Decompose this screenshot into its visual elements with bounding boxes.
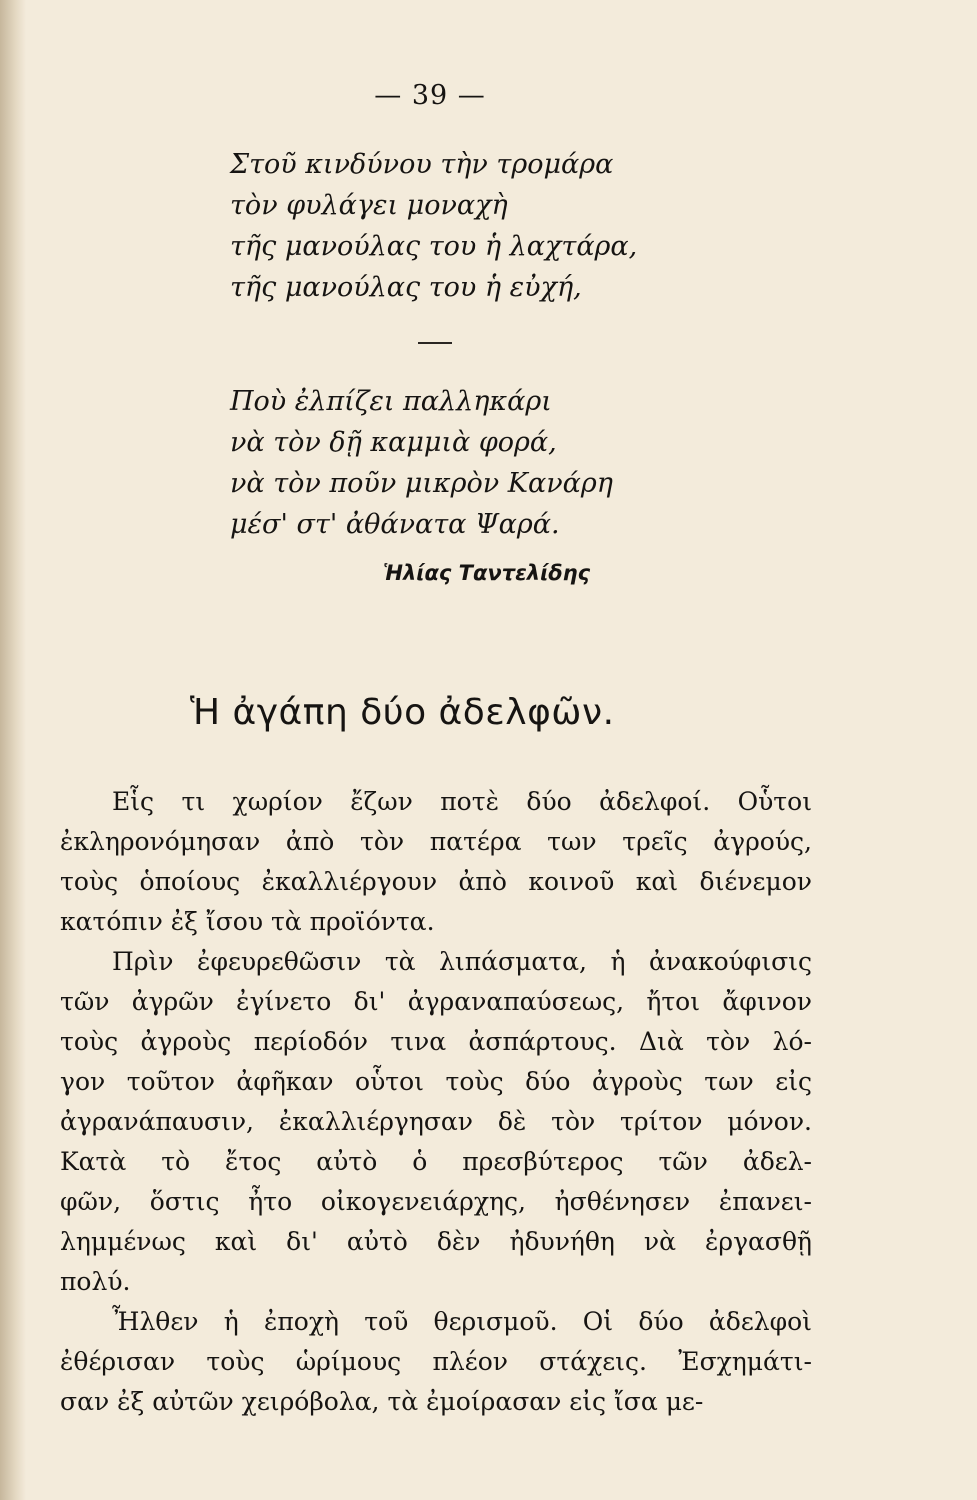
poem-line: τὸν φυλάγει μοναχὴ (230, 190, 508, 221)
story-line: τῶν ἀγρῶν ἐγίνετο δι' ἀγραναπαύσεως, ἤτοι ἄφινον (60, 987, 812, 1016)
story-line: πολύ. (60, 1267, 131, 1296)
story-line: τοὺς ὁποίους ἐκαλλιέργουν ἀπὸ κοινοῦ καὶ διένεμον (60, 867, 812, 896)
story-line: ἀγρανάπαυσιν, ἐκαλλιέργησαν δὲ τὸν τρίτον μόνον. (60, 1107, 812, 1136)
page-gutter-shadow (0, 0, 26, 1500)
story-line: κατόπιν ἐξ ἴσου τὰ προϊόντα. (60, 907, 435, 936)
page-number: — 39 — (374, 80, 486, 111)
story-body (60, 782, 812, 1422)
story-line: Πρὶν ἐφευρεθῶσιν τὰ λιπάσματα, ἡ ἀνακούφισις (112, 947, 812, 976)
story-title: Ἡ ἀγάπη δύο ἀδελφῶν. (190, 692, 615, 733)
story-line: Εἷς τι χωρίον ἔζων ποτὲ δύο ἀδελφοί. Οὗτοι (112, 787, 812, 816)
poem-line: νὰ τὸν δῇ καμμιὰ φορά, (230, 427, 557, 458)
story-line: ἐκληρονόμησαν ἀπὸ τὸν πατέρα των τρεῖς ἀγρούς, (60, 827, 812, 856)
poem-line: Στοῦ κινδύνου τὴν τρομάρα (230, 149, 614, 180)
story-line: τοὺς ἀγροὺς περίοδόν τινα ἀσπάρτους. Διὰ τὸν λό- (60, 1027, 812, 1056)
stanza-divider (418, 342, 452, 344)
story-line: σαν ἐξ αὐτῶν χειρόβολα, τὰ ἐμοίρασαν εἰς ἴσα με- (60, 1387, 704, 1416)
story-line: Κατὰ τὸ ἔτος αὐτὸ ὁ πρεσβύτερος τῶν ἀδελ- (60, 1147, 812, 1176)
poem-line: νὰ τὸν ποῦν μικρὸν Κανάρη (230, 468, 613, 499)
story-line: ἐθέρισαν τοὺς ὡρίμους πλέον στάχεις. Ἐσχημάτι- (60, 1347, 812, 1376)
poem-author: Ἡλίας Ταντελίδης (383, 561, 591, 585)
poem-stanza-1 (230, 144, 637, 308)
poem-line: Ποὺ ἐλπίζει παλληκάρι (230, 386, 552, 417)
story-line: Ἦλθεν ἡ ἐποχὴ τοῦ θερισμοῦ. Οἱ δύο ἀδελφοὶ (112, 1307, 812, 1336)
story-line: φῶν, ὅστις ἦτο οἰκογενειάρχης, ἠσθένησεν ἐπανει- (60, 1187, 812, 1216)
poem-stanza-2 (230, 381, 613, 545)
story-line: λημμένως καὶ δι' αὐτὸ δὲν ἠδυνήθη νὰ ἐργασθῇ (60, 1227, 812, 1256)
poem-line: μέσ' στ' ἀθάνατα Ψαρά. (230, 509, 560, 540)
poem-line: τῆς μανούλας του ἡ εὐχή, (230, 272, 582, 303)
poem-line: τῆς μανούλας του ἡ λαχτάρα, (230, 231, 638, 262)
story-line: γον τοῦτον ἀφῆκαν οὗτοι τοὺς δύο ἀγροὺς των εἰς (60, 1067, 812, 1096)
